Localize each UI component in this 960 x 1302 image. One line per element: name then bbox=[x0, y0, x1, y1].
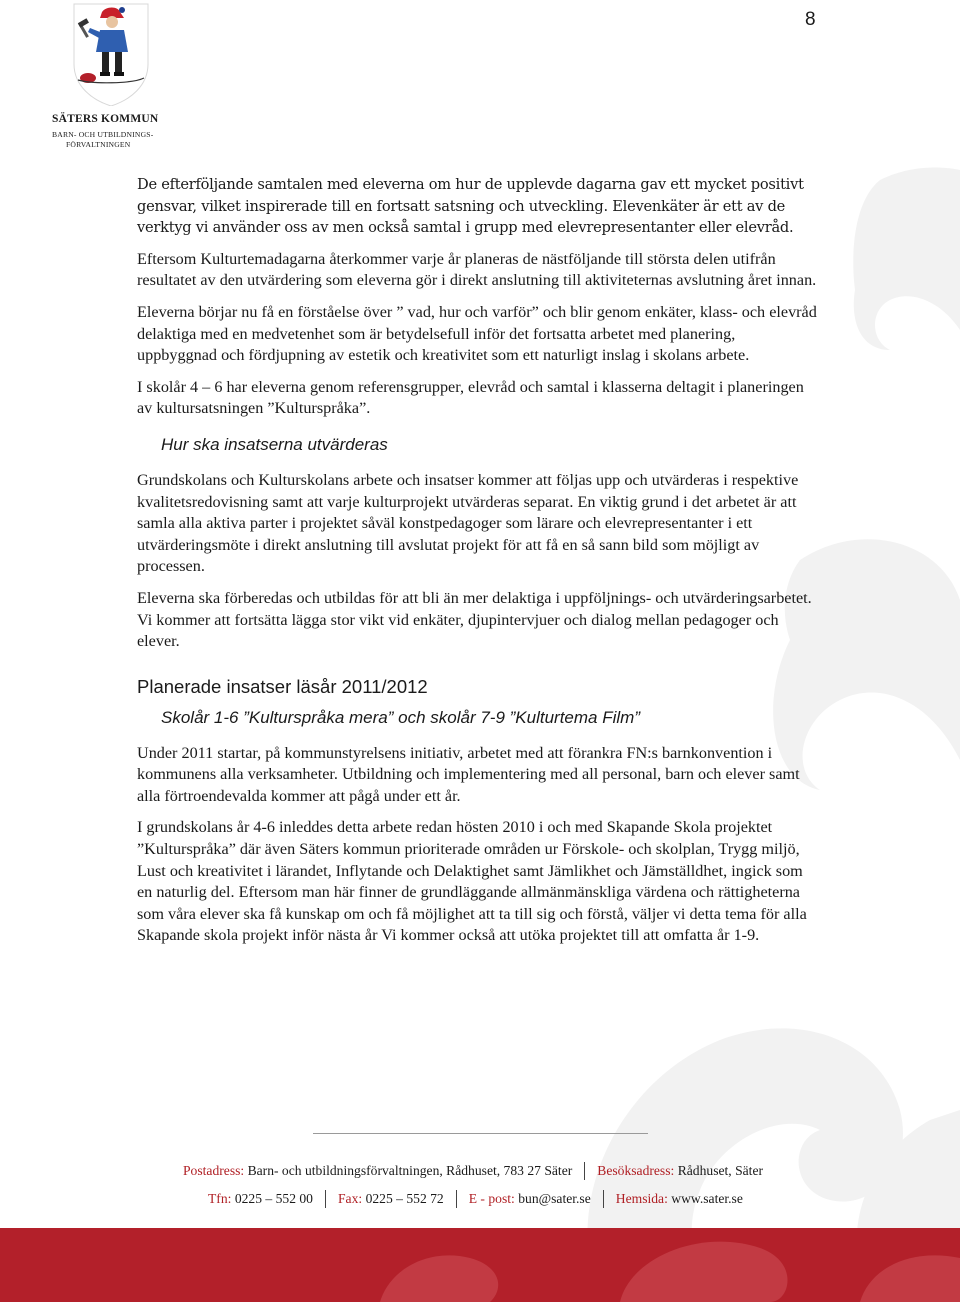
visit-label: Besöksadress: bbox=[597, 1163, 675, 1178]
web-value[interactable]: www.sater.se bbox=[671, 1191, 743, 1206]
band-ornament bbox=[0, 1228, 960, 1302]
org-department bbox=[52, 130, 170, 150]
fax-label: Fax: bbox=[337, 1191, 363, 1206]
paragraph-1: De efterföljande samtalen med eleverna om hur de upplevde dagarna gav ett mycket positivt gensvar, vilket inspirerade till en fortsatt satsning och utveckling. Elevenkäter är ett av de verktyg vi använder oss av men också samtal i grupp med elevrepresentanter eller elevråd. bbox=[137, 176, 804, 237]
paragraph-3: Eleverna börjar nu få en förståelse över ” vad, hur och varför” och blir genom enkäter, klass- och elevråd delaktiga med en medvetenhet som är betydelsefull inför det fortsatta arbetet med planering, uppbyggnad och fördjupning av estetik och kreativitet som ett naturligt inslag i skolans arbete. bbox=[137, 302, 817, 365]
web-label: Hemsida: bbox=[615, 1191, 668, 1206]
paragraph-4: I skolår 4 – 6 har eleverna genom referensgrupper, elevråd och samtal i klasserna deltagit i planeringen av kultursatsningen ”Kulturspråka”. bbox=[137, 377, 804, 418]
paragraph-5: Grundskolans och Kulturskolans arbete och insatser kommer att följas upp och utvärderas i respektive kvalitetsredovisning samt att varje kulturprojekt utvärderas separat. En viktig grund i det arbetet är att samla alla aktiva parter i projektet såväl konstpedagoger som lärare och elevrepresentanter i ett utvärderingsmöte i direkt anslutning till avslutat projekt för att få en så sann bild som möjligt av processen. bbox=[137, 470, 799, 576]
document-body bbox=[137, 174, 817, 957]
paragraph-8: I grundskolans år 4-6 inleddes detta arbete redan hösten 2010 i och med Skapande Skola projektet ”Kulturspråka” där även Säters kommun prioriterade områden ur Förskole- och skolplan, Trygg miljö, Lust och kreativitet i lärandet, Inflytande och Delaktighet samt Jämlikhet och Jämställdhet, ingick som en naturlig del. Eftersom man här finner de grundläggande allmänmänskliga värdena och rättigheterna som våra elever ska få kunskap om och få möjlighet att ta till sig och förstå, väljer vi detta tema för alla Skapande skola projekt inför nästa år Vi kommer också att utöka projektet till att omfatta år 1-9. bbox=[137, 818, 807, 945]
org-department-line1: BARN- OCH UTBILDNINGS- bbox=[52, 130, 154, 139]
org-name: SÄTERS KOMMUN bbox=[52, 113, 159, 125]
visit-value: Rådhuset, Säter bbox=[677, 1163, 764, 1178]
footer-separator bbox=[456, 1190, 457, 1208]
footer-divider bbox=[313, 1133, 648, 1134]
paragraph-7: Under 2011 startar, på kommunstyrelsens initiativ, arbetet med att förankra FN:s barnkonvention i kommunens alla verksamheter. Utbildning och implementering med all personal, barn och elever samt alla förtroendevalda kommer att pågå under ett år. bbox=[137, 743, 800, 805]
postal-label: Postadress: bbox=[183, 1163, 245, 1178]
phone-value: 0225 – 552 00 bbox=[234, 1191, 313, 1206]
heading-evaluation: Hur ska insatserna utvärderas bbox=[161, 434, 388, 454]
fax-value: 0225 – 552 72 bbox=[365, 1191, 444, 1206]
page-number: 8 bbox=[805, 9, 816, 30]
postal-value: Barn- och utbildningsförvaltningen, Rådhuset, 783 27 Säter bbox=[247, 1163, 573, 1178]
footer-address-line bbox=[183, 1162, 763, 1180]
org-department-line2: FÖRVALTNINGEN bbox=[66, 140, 131, 149]
paragraph-6: Eleverna ska förberedas och utbildas för att bli än mer delaktiga i uppföljnings- och utvärderingsarbetet. Vi kommer att fortsätta lägga stor vikt vid enkäter, djupintervjuer och dialog mellan pedagoger och elever. bbox=[137, 588, 812, 651]
footer-contact-line bbox=[208, 1190, 743, 1208]
paragraph-2: Eftersom Kulturtemadagarna återkommer varje år planeras de nästföljande till största delen utifrån resultatet av den utvärdering som eleverna gör i direkt anslutning till aktiviteternas avslutning året innan. bbox=[137, 249, 817, 290]
footer-separator bbox=[325, 1190, 326, 1208]
footer-red-band bbox=[0, 1228, 960, 1302]
footer-separator bbox=[584, 1162, 585, 1180]
email-label: E - post: bbox=[468, 1191, 515, 1206]
coat-of-arms-icon bbox=[72, 2, 150, 106]
heading-planned-efforts: Planerade insatser läsår 2011/2012 bbox=[137, 675, 428, 697]
footer-separator bbox=[603, 1190, 604, 1208]
municipality-logo bbox=[52, 2, 170, 154]
heading-grades: Skolår 1-6 ”Kulturspråka mera” och skolår 7-9 ”Kulturtema Film” bbox=[161, 707, 640, 727]
email-value[interactable]: bun@sater.se bbox=[518, 1191, 591, 1206]
phone-label: Tfn: bbox=[208, 1191, 232, 1206]
